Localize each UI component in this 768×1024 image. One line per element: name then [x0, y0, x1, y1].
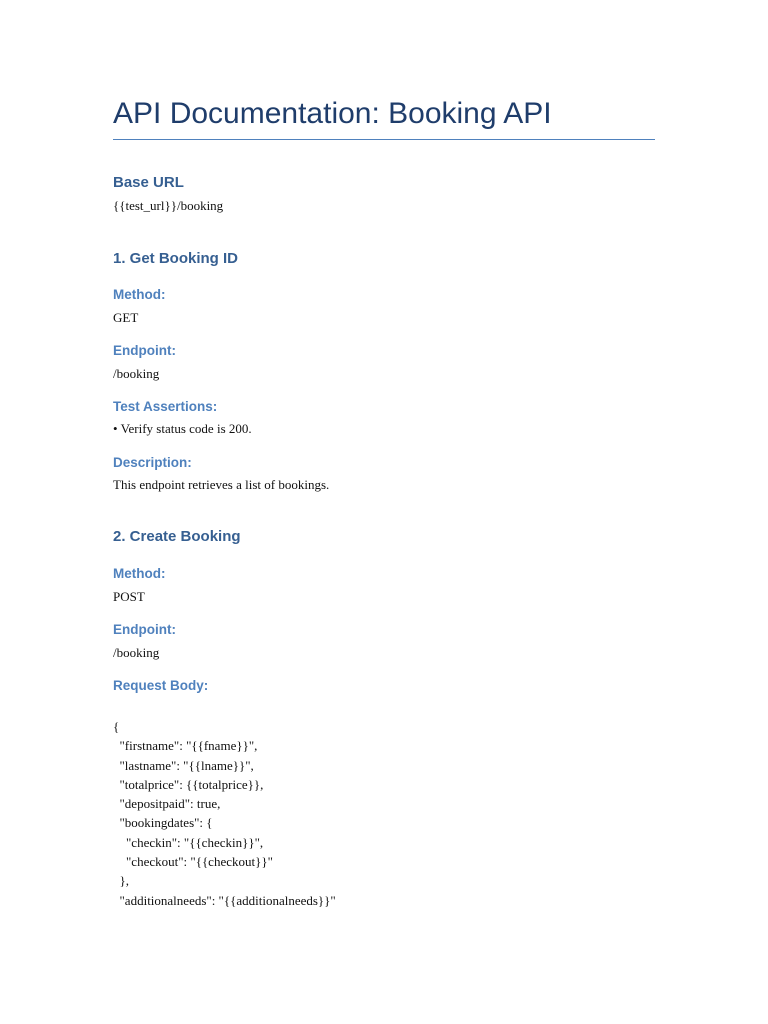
code-line: "bookingdates": { — [113, 815, 213, 831]
code-line: "additionalneeds": "{{additionalneeds}}" — [113, 892, 336, 908]
create-endpoint-value: /booking — [113, 645, 160, 660]
get-description-text: This endpoint retrieves a list of bookings. — [113, 477, 330, 492]
get-method-value: GET — [113, 310, 139, 325]
code-line: "checkin": "{{checkin}}", — [113, 834, 264, 850]
create-method-value: POST — [113, 589, 145, 604]
code-line: "lastname": "{{lname}}", — [113, 757, 254, 773]
get-endpoint-value: /booking — [113, 366, 160, 381]
get-endpoint-label: Endpoint: — [113, 343, 176, 358]
create-endpoint-label: Endpoint: — [113, 622, 176, 637]
code-line: { — [113, 719, 120, 734]
section-get-booking-heading: 1. Get Booking ID — [113, 250, 239, 267]
section-create-booking-heading: 2. Create Booking — [113, 528, 241, 545]
create-request-body-label: Request Body: — [113, 678, 209, 693]
create-method-label: Method: — [113, 566, 166, 581]
get-assertion-item: • Verify status code is 200. — [113, 421, 252, 436]
base-url-value: {{test_url}}/booking — [113, 198, 224, 213]
code-line: "depositpaid": true, — [113, 796, 221, 812]
get-description-label: Description: — [113, 455, 192, 470]
get-test-assertions-label: Test Assertions: — [113, 399, 218, 414]
code-line: "firstname": "{{fname}}", — [113, 738, 258, 754]
code-line: }, — [113, 873, 129, 889]
get-method-label: Method: — [113, 287, 166, 302]
title-divider — [113, 139, 655, 140]
request-body-code — [113, 717, 336, 910]
code-line: "totalprice": {{totalprice}}, — [113, 776, 264, 792]
base-url-heading: Base URL — [113, 174, 184, 191]
document-title: API Documentation: Booking API — [113, 97, 552, 130]
code-line: "checkout": "{{checkout}}" — [113, 854, 273, 870]
